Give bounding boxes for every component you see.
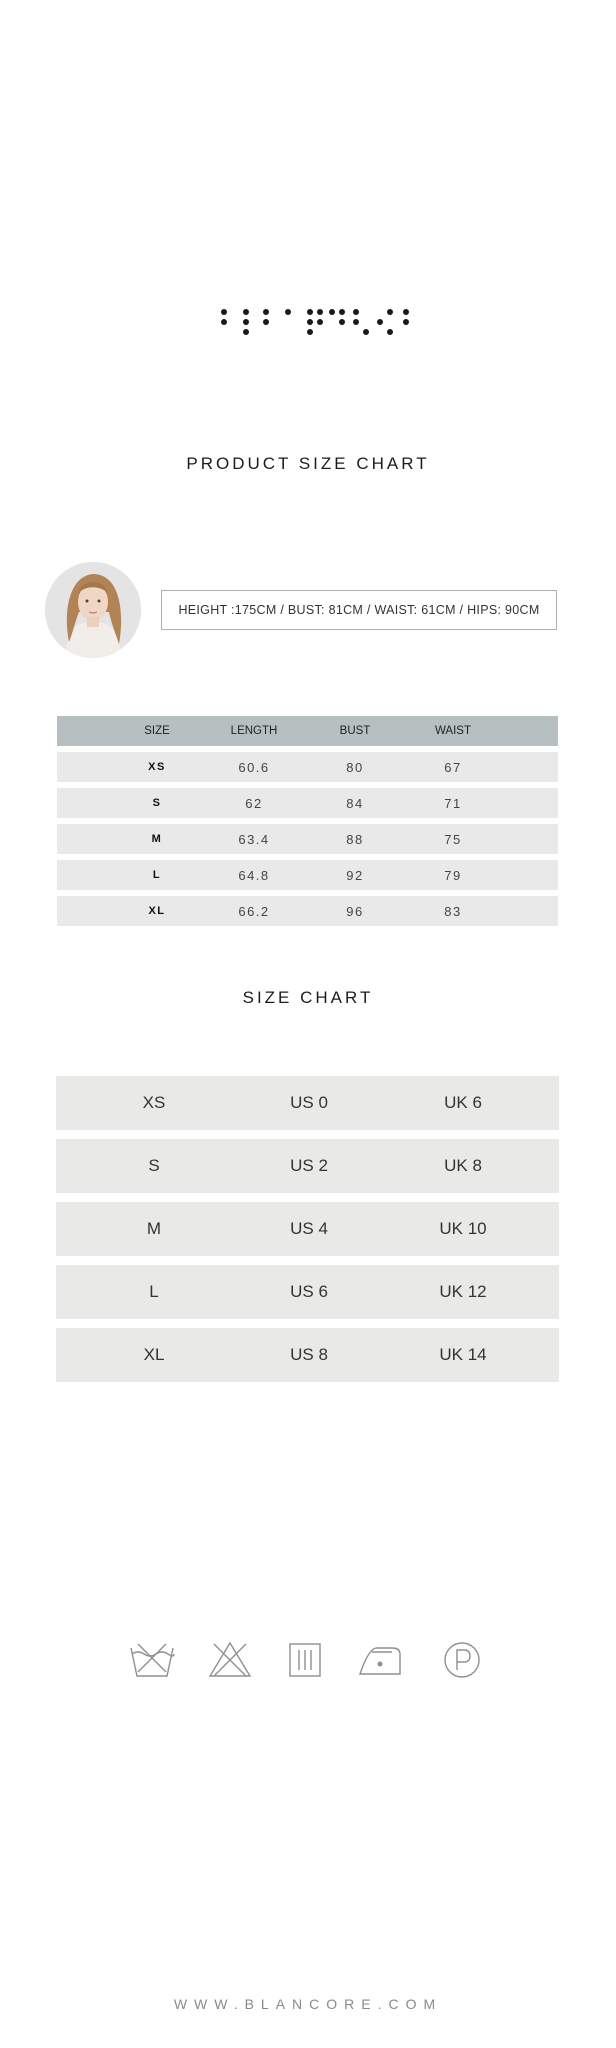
- table-header: [57, 716, 558, 746]
- cell-size: S: [152, 797, 162, 809]
- cell-bust: 84: [346, 795, 364, 811]
- cell-us: US 6: [290, 1282, 328, 1301]
- cell-length: 64.8: [238, 867, 270, 883]
- table-row: [57, 788, 558, 818]
- cell-uk: UK 14: [439, 1345, 487, 1364]
- cell-length: 60.6: [238, 759, 270, 775]
- model-portrait-icon: [45, 562, 141, 658]
- cell-uk: UK 6: [444, 1093, 482, 1112]
- iron-low-icon: [358, 1640, 402, 1680]
- table-row: [56, 1328, 559, 1382]
- cell-waist: 71: [444, 795, 462, 811]
- cell-us: US 8: [290, 1345, 328, 1364]
- cell-size: XL: [143, 1345, 165, 1364]
- hand-wash-icon: [128, 1640, 176, 1680]
- cell-waist: 75: [444, 831, 462, 847]
- cell-waist: 79: [444, 867, 462, 883]
- size-chart-title: SIZE CHART: [242, 988, 374, 1007]
- table-row: [56, 1076, 559, 1130]
- cell-bust: 92: [346, 867, 364, 883]
- cell-length: 66.2: [238, 903, 270, 919]
- cell-size: XS: [148, 761, 166, 773]
- table-row: [56, 1265, 559, 1319]
- size-conversion-table: [56, 1076, 559, 1391]
- cell-size: L: [149, 1282, 159, 1301]
- table-row: [56, 1202, 559, 1256]
- cell-bust: 80: [346, 759, 364, 775]
- table-row: [56, 1139, 559, 1193]
- header-waist: WAIST: [435, 725, 471, 737]
- table-row: [57, 824, 558, 854]
- cell-waist: 67: [444, 759, 462, 775]
- table-row: [57, 860, 558, 890]
- website-url[interactable]: WWW.BLANCORE.COM: [173, 1996, 443, 2012]
- cell-size: M: [146, 1219, 162, 1238]
- cell-uk: UK 8: [444, 1156, 482, 1175]
- header-length: LENGTH: [230, 725, 278, 737]
- cell-length: 62: [245, 795, 263, 811]
- cell-us: US 4: [290, 1219, 328, 1238]
- cell-size: S: [148, 1156, 160, 1175]
- dry-clean-p-icon: [442, 1640, 482, 1680]
- cell-waist: 83: [444, 903, 462, 919]
- cell-size: XS: [142, 1093, 166, 1112]
- cell-size: M: [151, 833, 163, 845]
- cell-us: US 0: [290, 1093, 328, 1112]
- cell-us: US 2: [290, 1156, 328, 1175]
- model-measurements: HEIGHT :175CM / BUST: 81CM / WAIST: 61CM / HIPS: 90CM: [161, 590, 557, 630]
- cell-uk: UK 12: [439, 1282, 487, 1301]
- product-size-chart-title: PRODUCT SIZE CHART: [186, 454, 430, 473]
- table-row: [57, 752, 558, 782]
- cell-uk: UK 10: [439, 1219, 487, 1238]
- table-row: [57, 896, 558, 926]
- care-instructions: [128, 1640, 488, 1684]
- header-bust: BUST: [339, 725, 371, 737]
- line-dry-icon: [288, 1640, 322, 1680]
- cell-bust: 88: [346, 831, 364, 847]
- product-size-table: [57, 716, 558, 926]
- cell-bust: 96: [346, 903, 364, 919]
- do-not-bleach-icon: [208, 1640, 252, 1680]
- cell-size: L: [152, 869, 162, 881]
- cell-length: 63.4: [238, 831, 270, 847]
- header-size: SIZE: [144, 725, 170, 737]
- model-avatar: [45, 562, 141, 658]
- cell-size: XL: [148, 905, 166, 917]
- brand-logo: [210, 300, 410, 340]
